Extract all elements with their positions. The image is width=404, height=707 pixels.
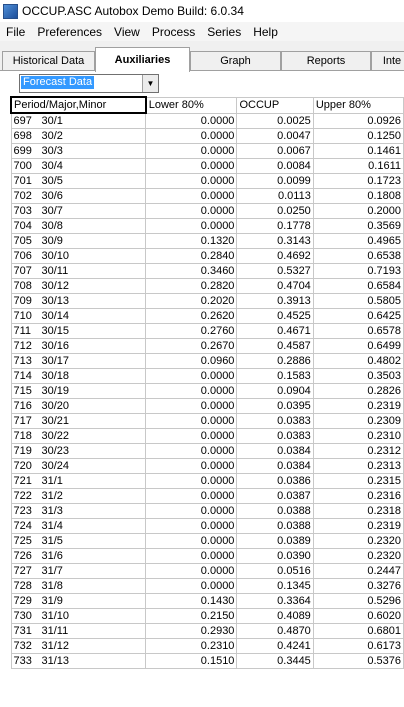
- period-major-minor: 31/1: [41, 475, 63, 487]
- cell-upper-80[interactable]: 0.4802: [313, 354, 403, 369]
- cell-period[interactable]: [11, 474, 146, 489]
- cell-occup[interactable]: 0.0389: [237, 534, 313, 549]
- cell-upper-80[interactable]: 0.1723: [313, 174, 403, 189]
- table-row: [11, 249, 404, 264]
- cell-period[interactable]: [11, 279, 146, 294]
- cell-occup[interactable]: 0.4525: [237, 309, 313, 324]
- tab-strip: [0, 47, 404, 71]
- cell-period[interactable]: [11, 369, 146, 384]
- table-row: [11, 144, 404, 159]
- cell-period[interactable]: [11, 174, 146, 189]
- table-row: [11, 654, 404, 669]
- cell-lower-80[interactable]: 0.0000: [146, 504, 237, 519]
- cell-upper-80[interactable]: 0.6499: [313, 339, 403, 354]
- header-lower[interactable]: Lower 80%: [146, 97, 237, 113]
- cell-lower-80[interactable]: 0.0000: [146, 204, 237, 219]
- cell-period[interactable]: [11, 624, 146, 639]
- cell-period[interactable]: [11, 609, 146, 624]
- cell-lower-80[interactable]: 0.0000: [146, 144, 237, 159]
- period-major-minor: 31/2: [41, 490, 63, 502]
- cell-period[interactable]: [11, 264, 146, 279]
- cell-upper-80[interactable]: 0.1250: [313, 129, 403, 144]
- period-major-minor: 31/8: [41, 580, 63, 592]
- window-title: OCCUP.ASC Autobox Demo Build: 6.0.34: [22, 4, 244, 18]
- cell-occup[interactable]: 0.0387: [237, 489, 313, 504]
- header-upper[interactable]: Upper 80%: [313, 97, 403, 113]
- cell-period[interactable]: [11, 384, 146, 399]
- auxiliaries-panel: [0, 71, 404, 707]
- cell-lower-80[interactable]: 0.0000: [146, 369, 237, 384]
- table-row: [11, 579, 404, 594]
- period-major-minor: 30/3: [41, 145, 63, 157]
- table-row: [11, 609, 404, 624]
- cell-upper-80[interactable]: 0.2319: [313, 399, 403, 414]
- cell-occup[interactable]: 0.4587: [237, 339, 313, 354]
- tab-interventions[interactable]: Inte: [371, 51, 404, 70]
- cell-period[interactable]: [11, 444, 146, 459]
- cell-lower-80[interactable]: 0.0000: [146, 399, 237, 414]
- period-major-minor: 31/13: [41, 655, 70, 667]
- cell-upper-80[interactable]: 0.3276: [313, 579, 403, 594]
- table-row: [11, 444, 404, 459]
- cell-occup[interactable]: 0.0084: [237, 159, 313, 174]
- period-index: 716: [13, 400, 32, 412]
- cell-lower-80[interactable]: 0.0000: [146, 534, 237, 549]
- period-index: 712: [13, 340, 32, 352]
- table-row: [11, 564, 404, 579]
- table-row: [11, 639, 404, 654]
- cell-period[interactable]: [11, 564, 146, 579]
- cell-occup[interactable]: 0.0067: [237, 144, 313, 159]
- cell-lower-80[interactable]: 0.1320: [146, 234, 237, 249]
- period-major-minor: 30/19: [41, 385, 70, 397]
- table-row: [11, 459, 404, 474]
- table-row: [11, 594, 404, 609]
- table-row: [11, 489, 404, 504]
- cell-lower-80[interactable]: 0.2150: [146, 609, 237, 624]
- cell-period[interactable]: [11, 144, 146, 159]
- period-index: 719: [13, 445, 32, 457]
- table-row: [11, 339, 404, 354]
- period-index: 723: [13, 505, 32, 517]
- period-major-minor: 31/11: [41, 625, 69, 637]
- cell-upper-80[interactable]: 0.2826: [313, 384, 403, 399]
- cell-upper-80[interactable]: 0.2318: [313, 504, 403, 519]
- chevron-down-icon[interactable]: ▼: [142, 75, 158, 92]
- cell-occup[interactable]: 0.3364: [237, 594, 313, 609]
- cell-upper-80[interactable]: 0.4965: [313, 234, 403, 249]
- period-index: 726: [13, 550, 32, 562]
- period-index: 697: [13, 115, 32, 127]
- cell-upper-80[interactable]: 0.7193: [313, 264, 403, 279]
- period-index: 704: [13, 220, 32, 232]
- table-row: [11, 519, 404, 534]
- period-index: 709: [13, 295, 32, 307]
- cell-occup[interactable]: 0.4870: [237, 624, 313, 639]
- cell-upper-80[interactable]: 0.2316: [313, 489, 403, 504]
- cell-upper-80[interactable]: 0.2309: [313, 414, 403, 429]
- period-major-minor: 30/16: [41, 340, 70, 352]
- cell-period[interactable]: [11, 489, 146, 504]
- cell-period[interactable]: [11, 429, 146, 444]
- period-major-minor: 30/12: [41, 280, 70, 292]
- cell-occup[interactable]: 0.3913: [237, 294, 313, 309]
- period-major-minor: 30/8: [41, 220, 63, 232]
- cell-lower-80[interactable]: 0.0000: [146, 189, 237, 204]
- period-major-minor: 30/10: [41, 250, 70, 262]
- cell-period[interactable]: [11, 339, 146, 354]
- period-major-minor: 30/9: [41, 235, 63, 247]
- period-index: 710: [13, 310, 32, 322]
- cell-lower-80[interactable]: 0.0000: [146, 159, 237, 174]
- cell-period[interactable]: [11, 354, 146, 369]
- cell-lower-80[interactable]: 0.0000: [146, 174, 237, 189]
- cell-lower-80[interactable]: 0.2760: [146, 324, 237, 339]
- cell-lower-80[interactable]: 0.2670: [146, 339, 237, 354]
- table-row: [11, 309, 404, 324]
- tab-auxiliaries[interactable]: Auxiliaries: [95, 47, 190, 72]
- app-icon: [3, 4, 18, 19]
- cell-occup[interactable]: 0.0395: [237, 399, 313, 414]
- cell-upper-80[interactable]: 0.2320: [313, 534, 403, 549]
- period-index: 732: [13, 640, 32, 652]
- cell-upper-80[interactable]: 0.6538: [313, 249, 403, 264]
- period-index: 729: [13, 595, 32, 607]
- cell-lower-80[interactable]: 0.0000: [146, 429, 237, 444]
- cell-lower-80[interactable]: 0.0000: [146, 519, 237, 534]
- table-row: [11, 219, 404, 234]
- cell-occup[interactable]: 0.0390: [237, 549, 313, 564]
- period-index: 702: [13, 190, 32, 202]
- period-index: 701: [13, 175, 32, 187]
- period-major-minor: 31/7: [41, 565, 63, 577]
- cell-upper-80[interactable]: 0.2310: [313, 429, 403, 444]
- period-index: 705: [13, 235, 32, 247]
- table-row: [11, 429, 404, 444]
- period-index: 708: [13, 280, 32, 292]
- cell-occup[interactable]: 0.4671: [237, 324, 313, 339]
- period-index: 711: [13, 325, 32, 337]
- period-index: 724: [13, 520, 32, 532]
- cell-occup[interactable]: 0.0384: [237, 444, 313, 459]
- cell-occup[interactable]: 0.0388: [237, 519, 313, 534]
- cell-period[interactable]: [11, 414, 146, 429]
- header-period[interactable]: Period/Major,Minor: [11, 97, 146, 113]
- table-row: [11, 399, 404, 414]
- table-row: [11, 624, 404, 639]
- cell-lower-80[interactable]: 0.0000: [146, 129, 237, 144]
- period-major-minor: 30/22: [41, 430, 70, 442]
- menu-series[interactable]: Series: [207, 24, 242, 39]
- title-bar: [0, 0, 404, 23]
- cell-occup[interactable]: 0.0099: [237, 174, 313, 189]
- period-index: 717: [13, 415, 32, 427]
- cell-upper-80[interactable]: 0.1611: [313, 159, 403, 174]
- cell-upper-80[interactable]: 0.6801: [313, 624, 403, 639]
- cell-upper-80[interactable]: 0.6578: [313, 324, 403, 339]
- cell-period[interactable]: [11, 534, 146, 549]
- cell-upper-80[interactable]: 0.1808: [313, 189, 403, 204]
- cell-occup[interactable]: 0.4241: [237, 639, 313, 654]
- period-major-minor: 31/4: [41, 520, 63, 532]
- period-major-minor: 30/15: [41, 325, 70, 337]
- period-index: 728: [13, 580, 32, 592]
- cell-occup[interactable]: 0.1778: [237, 219, 313, 234]
- cell-period[interactable]: [11, 204, 146, 219]
- period-major-minor: 30/4: [41, 160, 63, 172]
- cell-upper-80[interactable]: 0.5805: [313, 294, 403, 309]
- cell-occup[interactable]: 0.1345: [237, 579, 313, 594]
- cell-period[interactable]: [11, 519, 146, 534]
- period-index: 699: [13, 145, 32, 157]
- period-major-minor: 31/3: [41, 505, 63, 517]
- cell-upper-80[interactable]: 0.2312: [313, 444, 403, 459]
- header-occup[interactable]: OCCUP: [237, 97, 313, 113]
- cell-period[interactable]: [11, 159, 146, 174]
- cell-occup[interactable]: 0.0250: [237, 204, 313, 219]
- period-major-minor: 30/23: [41, 445, 70, 457]
- cell-occup[interactable]: 0.0025: [237, 113, 313, 129]
- menu-view[interactable]: View: [114, 24, 140, 39]
- cell-lower-80[interactable]: 0.0000: [146, 414, 237, 429]
- cell-occup[interactable]: 0.5327: [237, 264, 313, 279]
- cell-period[interactable]: [11, 113, 146, 129]
- cell-occup[interactable]: 0.0516: [237, 564, 313, 579]
- cell-upper-80[interactable]: 0.2320: [313, 549, 403, 564]
- cell-period[interactable]: [11, 594, 146, 609]
- cell-period[interactable]: [11, 324, 146, 339]
- table-row: [11, 384, 404, 399]
- cell-upper-80[interactable]: 0.2447: [313, 564, 403, 579]
- cell-lower-80[interactable]: 0.0000: [146, 459, 237, 474]
- menu-bar: [0, 22, 404, 41]
- tab-graph[interactable]: Graph: [190, 51, 281, 70]
- period-major-minor: 30/24: [41, 460, 70, 472]
- cell-lower-80[interactable]: 0.1510: [146, 654, 237, 669]
- cell-lower-80[interactable]: 0.0000: [146, 384, 237, 399]
- cell-upper-80[interactable]: 0.2313: [313, 459, 403, 474]
- cell-period[interactable]: [11, 399, 146, 414]
- cell-occup[interactable]: 0.0904: [237, 384, 313, 399]
- table-row: [11, 354, 404, 369]
- cell-period[interactable]: [11, 639, 146, 654]
- period-index: 733: [13, 655, 32, 667]
- period-major-minor: 30/7: [41, 205, 63, 217]
- period-index: 721: [13, 475, 32, 487]
- tab-historical-data[interactable]: Historical Data: [2, 51, 95, 70]
- cell-occup[interactable]: 0.4089: [237, 609, 313, 624]
- table-row: [11, 534, 404, 549]
- table-row: [11, 189, 404, 204]
- cell-occup[interactable]: 0.0384: [237, 459, 313, 474]
- cell-period[interactable]: [11, 459, 146, 474]
- period-major-minor: 30/11: [41, 265, 69, 277]
- cell-occup[interactable]: 0.4692: [237, 249, 313, 264]
- menu-help[interactable]: Help: [253, 24, 278, 39]
- period-major-minor: 30/20: [41, 400, 70, 412]
- table-row: [11, 264, 404, 279]
- cell-period[interactable]: [11, 294, 146, 309]
- cell-lower-80[interactable]: 0.0000: [146, 579, 237, 594]
- cell-upper-80[interactable]: 0.5376: [313, 654, 403, 669]
- cell-occup[interactable]: 0.1583: [237, 369, 313, 384]
- table-row: [11, 414, 404, 429]
- cell-lower-80[interactable]: 0.2930: [146, 624, 237, 639]
- cell-upper-80[interactable]: 0.2315: [313, 474, 403, 489]
- cell-lower-80[interactable]: 0.0000: [146, 564, 237, 579]
- table-header-row: [11, 97, 404, 113]
- cell-occup[interactable]: 0.0388: [237, 504, 313, 519]
- cell-period[interactable]: [11, 189, 146, 204]
- cell-period[interactable]: [11, 549, 146, 564]
- cell-lower-80[interactable]: 0.0960: [146, 354, 237, 369]
- cell-period[interactable]: [11, 579, 146, 594]
- period-index: 700: [13, 160, 32, 172]
- cell-upper-80[interactable]: 0.6425: [313, 309, 403, 324]
- period-major-minor: 30/6: [41, 190, 63, 202]
- cell-upper-80[interactable]: 0.2000: [313, 204, 403, 219]
- forecast-table: [10, 96, 404, 669]
- cell-lower-80[interactable]: 0.2840: [146, 249, 237, 264]
- cell-lower-80[interactable]: 0.0000: [146, 549, 237, 564]
- cell-upper-80[interactable]: 0.0926: [313, 113, 403, 129]
- period-index: 720: [13, 460, 32, 472]
- period-index: 698: [13, 130, 32, 142]
- period-major-minor: 31/10: [41, 610, 70, 622]
- cell-period[interactable]: [11, 219, 146, 234]
- cell-upper-80[interactable]: 0.2319: [313, 519, 403, 534]
- data-type-selected: Forecast Data: [23, 76, 93, 88]
- period-index: 713: [13, 355, 32, 367]
- period-index: 731: [13, 625, 32, 637]
- cell-period[interactable]: [11, 654, 146, 669]
- cell-lower-80[interactable]: 0.3460: [146, 264, 237, 279]
- cell-occup[interactable]: 0.0386: [237, 474, 313, 489]
- table-row: [11, 294, 404, 309]
- cell-period[interactable]: [11, 309, 146, 324]
- cell-lower-80[interactable]: 0.0000: [146, 219, 237, 234]
- table-row: [11, 129, 404, 144]
- menu-preferences[interactable]: Preferences: [37, 24, 103, 39]
- period-index: 725: [13, 535, 32, 547]
- cell-lower-80[interactable]: 0.1430: [146, 594, 237, 609]
- cell-lower-80[interactable]: 0.0000: [146, 444, 237, 459]
- table-body: [11, 113, 404, 669]
- cell-lower-80[interactable]: 0.0000: [146, 474, 237, 489]
- cell-upper-80[interactable]: 0.3503: [313, 369, 403, 384]
- period-major-minor: 30/13: [41, 295, 70, 307]
- cell-lower-80[interactable]: 0.0000: [146, 489, 237, 504]
- period-major-minor: 30/21: [41, 415, 70, 427]
- table-row: [11, 159, 404, 174]
- cell-occup[interactable]: 0.4704: [237, 279, 313, 294]
- cell-period[interactable]: [11, 504, 146, 519]
- period-index: 722: [13, 490, 32, 502]
- period-major-minor: 31/9: [41, 595, 63, 607]
- period-index: 707: [13, 265, 32, 277]
- cell-occup[interactable]: 0.0383: [237, 414, 313, 429]
- cell-occup[interactable]: 0.3445: [237, 654, 313, 669]
- table-row: [11, 369, 404, 384]
- period-major-minor: 31/12: [41, 640, 70, 652]
- cell-upper-80[interactable]: 0.6584: [313, 279, 403, 294]
- table-row: [11, 324, 404, 339]
- period-index: 703: [13, 205, 32, 217]
- cell-occup[interactable]: 0.3143: [237, 234, 313, 249]
- cell-occup[interactable]: 0.0383: [237, 429, 313, 444]
- cell-occup[interactable]: 0.2886: [237, 354, 313, 369]
- period-index: 715: [13, 385, 32, 397]
- cell-upper-80[interactable]: 0.5296: [313, 594, 403, 609]
- table-row: [11, 234, 404, 249]
- table-row: [11, 474, 404, 489]
- cell-lower-80[interactable]: 0.2820: [146, 279, 237, 294]
- menu-file[interactable]: File: [6, 24, 26, 39]
- period-major-minor: 30/14: [41, 310, 70, 322]
- cell-lower-80[interactable]: 0.2620: [146, 309, 237, 324]
- period-index: 727: [13, 565, 32, 577]
- table-row: [11, 174, 404, 189]
- period-major-minor: 30/17: [41, 355, 70, 367]
- period-major-minor: 30/2: [41, 130, 63, 142]
- period-major-minor: 30/1: [41, 115, 63, 127]
- data-type-select[interactable]: [19, 74, 159, 93]
- period-index: 718: [13, 430, 32, 442]
- period-major-minor: 31/5: [41, 535, 63, 547]
- period-major-minor: 31/6: [41, 550, 63, 562]
- table-row: [11, 279, 404, 294]
- cell-period[interactable]: [11, 129, 146, 144]
- cell-lower-80[interactable]: 0.2020: [146, 294, 237, 309]
- table-row: [11, 549, 404, 564]
- period-major-minor: 30/18: [41, 370, 70, 382]
- cell-upper-80[interactable]: 0.3569: [313, 219, 403, 234]
- cell-upper-80[interactable]: 0.6173: [313, 639, 403, 654]
- cell-period[interactable]: [11, 234, 146, 249]
- period-index: 714: [13, 370, 32, 382]
- period-index: 706: [13, 250, 32, 262]
- cell-upper-80[interactable]: 0.1461: [313, 144, 403, 159]
- menu-process[interactable]: Process: [151, 24, 196, 39]
- tab-reports[interactable]: Reports: [281, 51, 371, 70]
- period-index: 730: [13, 610, 32, 622]
- cell-lower-80[interactable]: 0.2310: [146, 639, 237, 654]
- cell-lower-80[interactable]: 0.0000: [146, 113, 237, 129]
- table-row: [11, 204, 404, 219]
- cell-upper-80[interactable]: 0.6020: [313, 609, 403, 624]
- cell-occup[interactable]: 0.0113: [237, 189, 313, 204]
- cell-period[interactable]: [11, 249, 146, 264]
- period-major-minor: 30/5: [41, 175, 63, 187]
- cell-occup[interactable]: 0.0047: [237, 129, 313, 144]
- table-row: [11, 504, 404, 519]
- table-row: [11, 113, 404, 129]
